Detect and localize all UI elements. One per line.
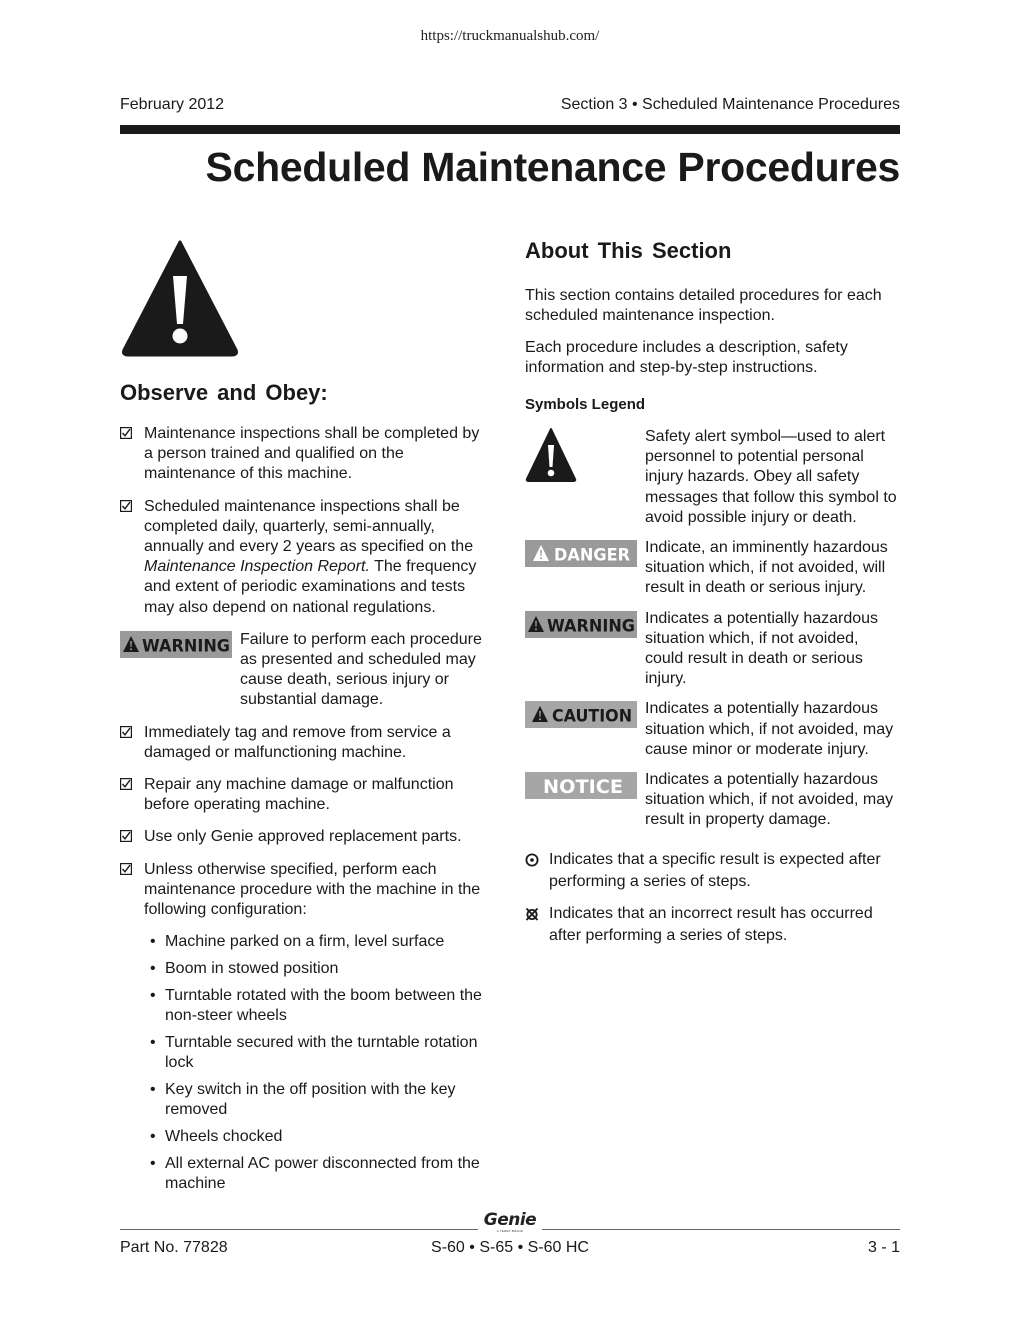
logo-wordmark: Genie — [483, 1210, 537, 1230]
bullet-item: • Boom in stowed position — [150, 959, 492, 979]
indicator-text: Indicates that an incorrect result has occurred after performing a series of steps. — [549, 904, 873, 944]
right-column — [525, 238, 900, 957]
list-item-text: Unless otherwise specified, perform each maintenance procedure with the machine in the following configuration: — [144, 860, 481, 919]
list-item — [120, 860, 492, 921]
bullet-item: • Machine parked on a firm, level surface — [150, 932, 492, 952]
legend-text: Indicate, an imminently hazardous situation which, if not avoided, will result in death or serious injury. — [645, 539, 888, 597]
logo-tagline: A TEREX BRAND — [496, 1229, 524, 1233]
observe-obey-heading: Observe and Obey: — [120, 380, 328, 405]
danger-badge-label: DANGER — [554, 545, 630, 566]
list-item — [120, 775, 492, 815]
bullet-item: • All external AC power disconnected from the machine — [150, 1154, 492, 1194]
incorrect-result-icon — [525, 907, 539, 921]
page-title: Scheduled Maintenance Procedures — [205, 144, 900, 190]
caution-badge-label: CAUTION — [552, 706, 632, 727]
checkbox-icon — [120, 778, 132, 790]
notice-badge-label: NOTICE — [543, 776, 623, 799]
expected-result-icon — [525, 853, 539, 867]
list-item-text: Maintenance inspections shall be completed by a person trained and qualified on the maintenance of this machine. — [144, 425, 480, 483]
left-column — [120, 238, 492, 1201]
bullet-item: • Turntable secured with the turntable rotation lock — [150, 1033, 492, 1073]
notice-badge-icon — [525, 772, 637, 799]
bullet-item: • Turntable rotated with the boom between the non-steer wheels — [150, 986, 492, 1026]
list-item-text: Use only Genie approved replacement parts. — [144, 828, 462, 846]
legend-row-danger — [525, 538, 900, 599]
report-name: Maintenance Inspection Report. — [144, 558, 370, 576]
warning-badge-label: WARNING — [547, 616, 635, 637]
safety-alert-icon — [120, 238, 240, 358]
legend-row-caution — [525, 699, 900, 760]
list-item-text: Immediately tag and remove from service a damaged or malfunctioning machine. — [144, 723, 451, 761]
checkbox-icon — [120, 726, 132, 738]
bullet-item: • Key switch in the off position with the key removed — [150, 1080, 492, 1120]
part-number: Part No. 77828 — [120, 1239, 228, 1256]
checkbox-icon — [120, 427, 132, 439]
warning-badge-icon — [525, 611, 637, 638]
bullet-item: • Wheels chocked — [150, 1127, 492, 1147]
page-number: 3 - 1 — [867, 1239, 900, 1256]
about-section-heading: About This Section — [525, 238, 732, 263]
legend-text: Indicates a potentially hazardous situation which, if not avoided, may result in property damage. — [645, 771, 894, 829]
indicator-row — [525, 849, 900, 893]
list-item — [120, 497, 492, 618]
list-item-text: Scheduled maintenance inspections shall be completed daily, quarterly, semi-annually, annually and every 2 years as specified on the — [144, 497, 474, 556]
list-item — [120, 424, 492, 485]
legend-row-notice — [525, 770, 900, 831]
symbols-legend-heading: Symbols Legend — [525, 396, 646, 413]
header-date: February 2012 — [120, 96, 225, 113]
configuration-list — [150, 932, 492, 1194]
model-numbers: S-60 • S-65 • S-60 HC — [431, 1239, 589, 1256]
about-paragraph-2: Each procedure includes a description, safety information and step-by-step instructions. — [525, 339, 848, 376]
about-paragraph-1: This section contains detailed procedures for each scheduled maintenance inspection. — [525, 287, 882, 324]
source-url[interactable]: https://truckmanualshub.com/ — [420, 28, 600, 44]
checkbox-icon — [120, 863, 132, 875]
safety-alert-icon — [525, 427, 577, 483]
checkbox-icon — [120, 830, 132, 842]
danger-badge-icon — [525, 540, 637, 567]
list-item-text: Repair any machine damage or malfunction before operating machine. — [144, 776, 454, 814]
header-rule — [120, 125, 900, 134]
legend-text: Indicates a potentially hazardous situation which, if not avoided, could result in death or serious injury. — [645, 609, 879, 688]
caution-badge-icon — [525, 701, 637, 728]
list-item — [120, 827, 492, 847]
legend-row-warning — [525, 609, 900, 690]
warning-text: Failure to perform each procedure as presented and scheduled may cause death, serious injury or substantial damage. — [240, 630, 482, 709]
list-item — [120, 723, 492, 763]
warning-badge-label: WARNING — [142, 636, 230, 657]
legend-text: Indicates a potentially hazardous situation which, if not avoided, may cause minor or moderate injury. — [645, 700, 894, 758]
indicator-row — [525, 903, 900, 947]
legend-row-safety — [525, 427, 900, 528]
warning-callout — [120, 630, 492, 711]
genie-logo — [478, 1212, 542, 1236]
checkbox-icon — [120, 500, 132, 512]
warning-badge-icon — [120, 631, 232, 658]
list-item-text: The frequency and extent of periodic examinations and tests may also depend on national regulations. — [144, 558, 477, 616]
header-section: Section 3 • Scheduled Maintenance Procedures — [560, 96, 900, 113]
indicator-text: Indicates that a specific result is expected after performing a series of steps. — [549, 850, 881, 890]
legend-text: Safety alert symbol—used to alert personnel to potential personal injury hazards. Obey all safety messages that follow this symbol to avoid possible injury or death. — [645, 428, 897, 526]
